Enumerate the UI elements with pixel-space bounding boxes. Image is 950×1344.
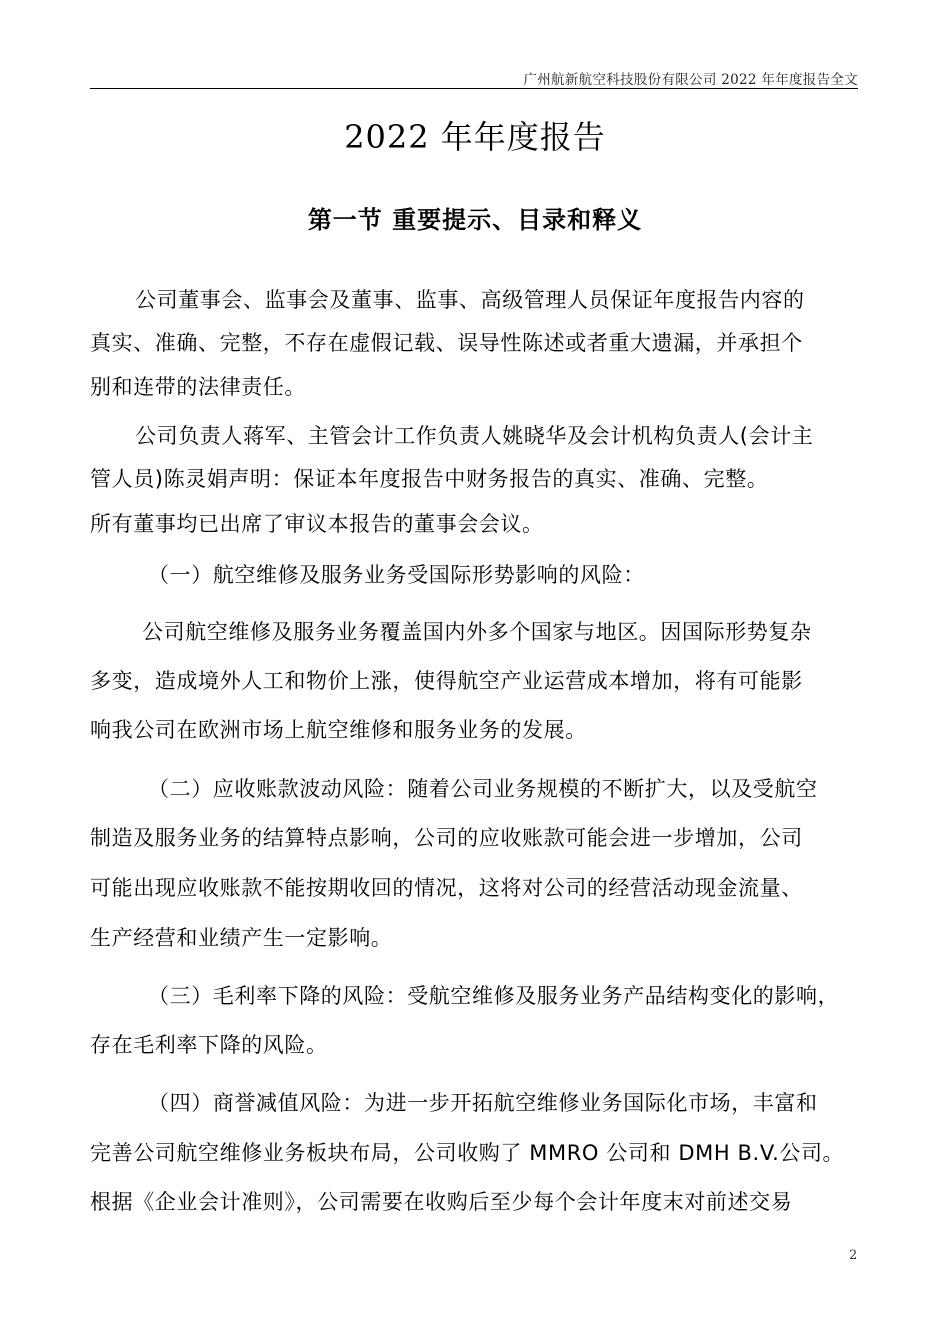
header-text: 广州航新航空科技股份有限公司 2022 年年度报告全文 (523, 72, 858, 88)
body-line: 响我公司在欧洲市场上航空维修和服务业务的发展。 (90, 718, 587, 742)
risk-paragraph-4: （四）商誉减值风险：为进一步开拓航空维修业务国际化市场，丰富和 (148, 1091, 818, 1115)
body-line: 别和连带的法律责任。 (90, 375, 306, 399)
body-line: 存在毛利率下降的风险。 (90, 1033, 328, 1057)
body-line: 公司负责人蒋军、主管会计工作负责人姚晓华及会计机构负责人(会计主 (135, 424, 814, 448)
page-header (90, 62, 858, 89)
page-number: 2 (849, 1248, 858, 1263)
body-line: 根据《企业会计准则》，公司需要在收购后至少每个会计年度末对前述交易 (90, 1190, 793, 1214)
section-title: 第一节 重要提示、目录和释义 (307, 205, 643, 234)
risk-paragraph-2: （二）应收账款波动风险：随着公司业务规模的不断扩大，以及受航空 (148, 777, 818, 801)
risk-paragraph-3: （三）毛利率下降的风险：受航空维修及服务业务产品结构变化的影响， (148, 984, 840, 1008)
body-line: 真实、准确、完整，不存在虚假记载、误导性陈述或者重大遗漏，并承担个 (90, 331, 803, 355)
body-line: 生产经营和业绩产生一定影响。 (90, 926, 393, 950)
body-line: 多变，造成境外人工和物价上涨，使得航空产业运营成本增加，将有可能影 (90, 669, 803, 693)
body-line: 可能出现应收账款不能按期收回的情况，这将对公司的经营活动现金流量、 (90, 876, 803, 900)
body-line: 制造及服务业务的结算特点影响，公司的应收账款可能会进一步增加，公司 (90, 826, 803, 850)
body-line: 公司董事会、监事会及董事、监事、高级管理人员保证年度报告内容的 (135, 288, 805, 312)
body-line: 管人员)陈灵娟声明：保证本年度报告中财务报告的真实、准确、完整。 (90, 467, 769, 491)
report-title: 2022 年年度报告 (344, 118, 606, 156)
body-line: 公司航空维修及服务业务覆盖国内外多个国家与地区。因国际形势复杂 (142, 620, 812, 644)
body-line: 所有董事均已出席了审议本报告的董事会会议。 (90, 512, 544, 536)
risk-heading-1: （一）航空维修及服务业务受国际形势影响的风险： (148, 563, 645, 587)
body-line: 完善公司航空维修业务板块布局，公司收购了 MMRO 公司和 DMH B.V.公司。 (90, 1141, 845, 1165)
